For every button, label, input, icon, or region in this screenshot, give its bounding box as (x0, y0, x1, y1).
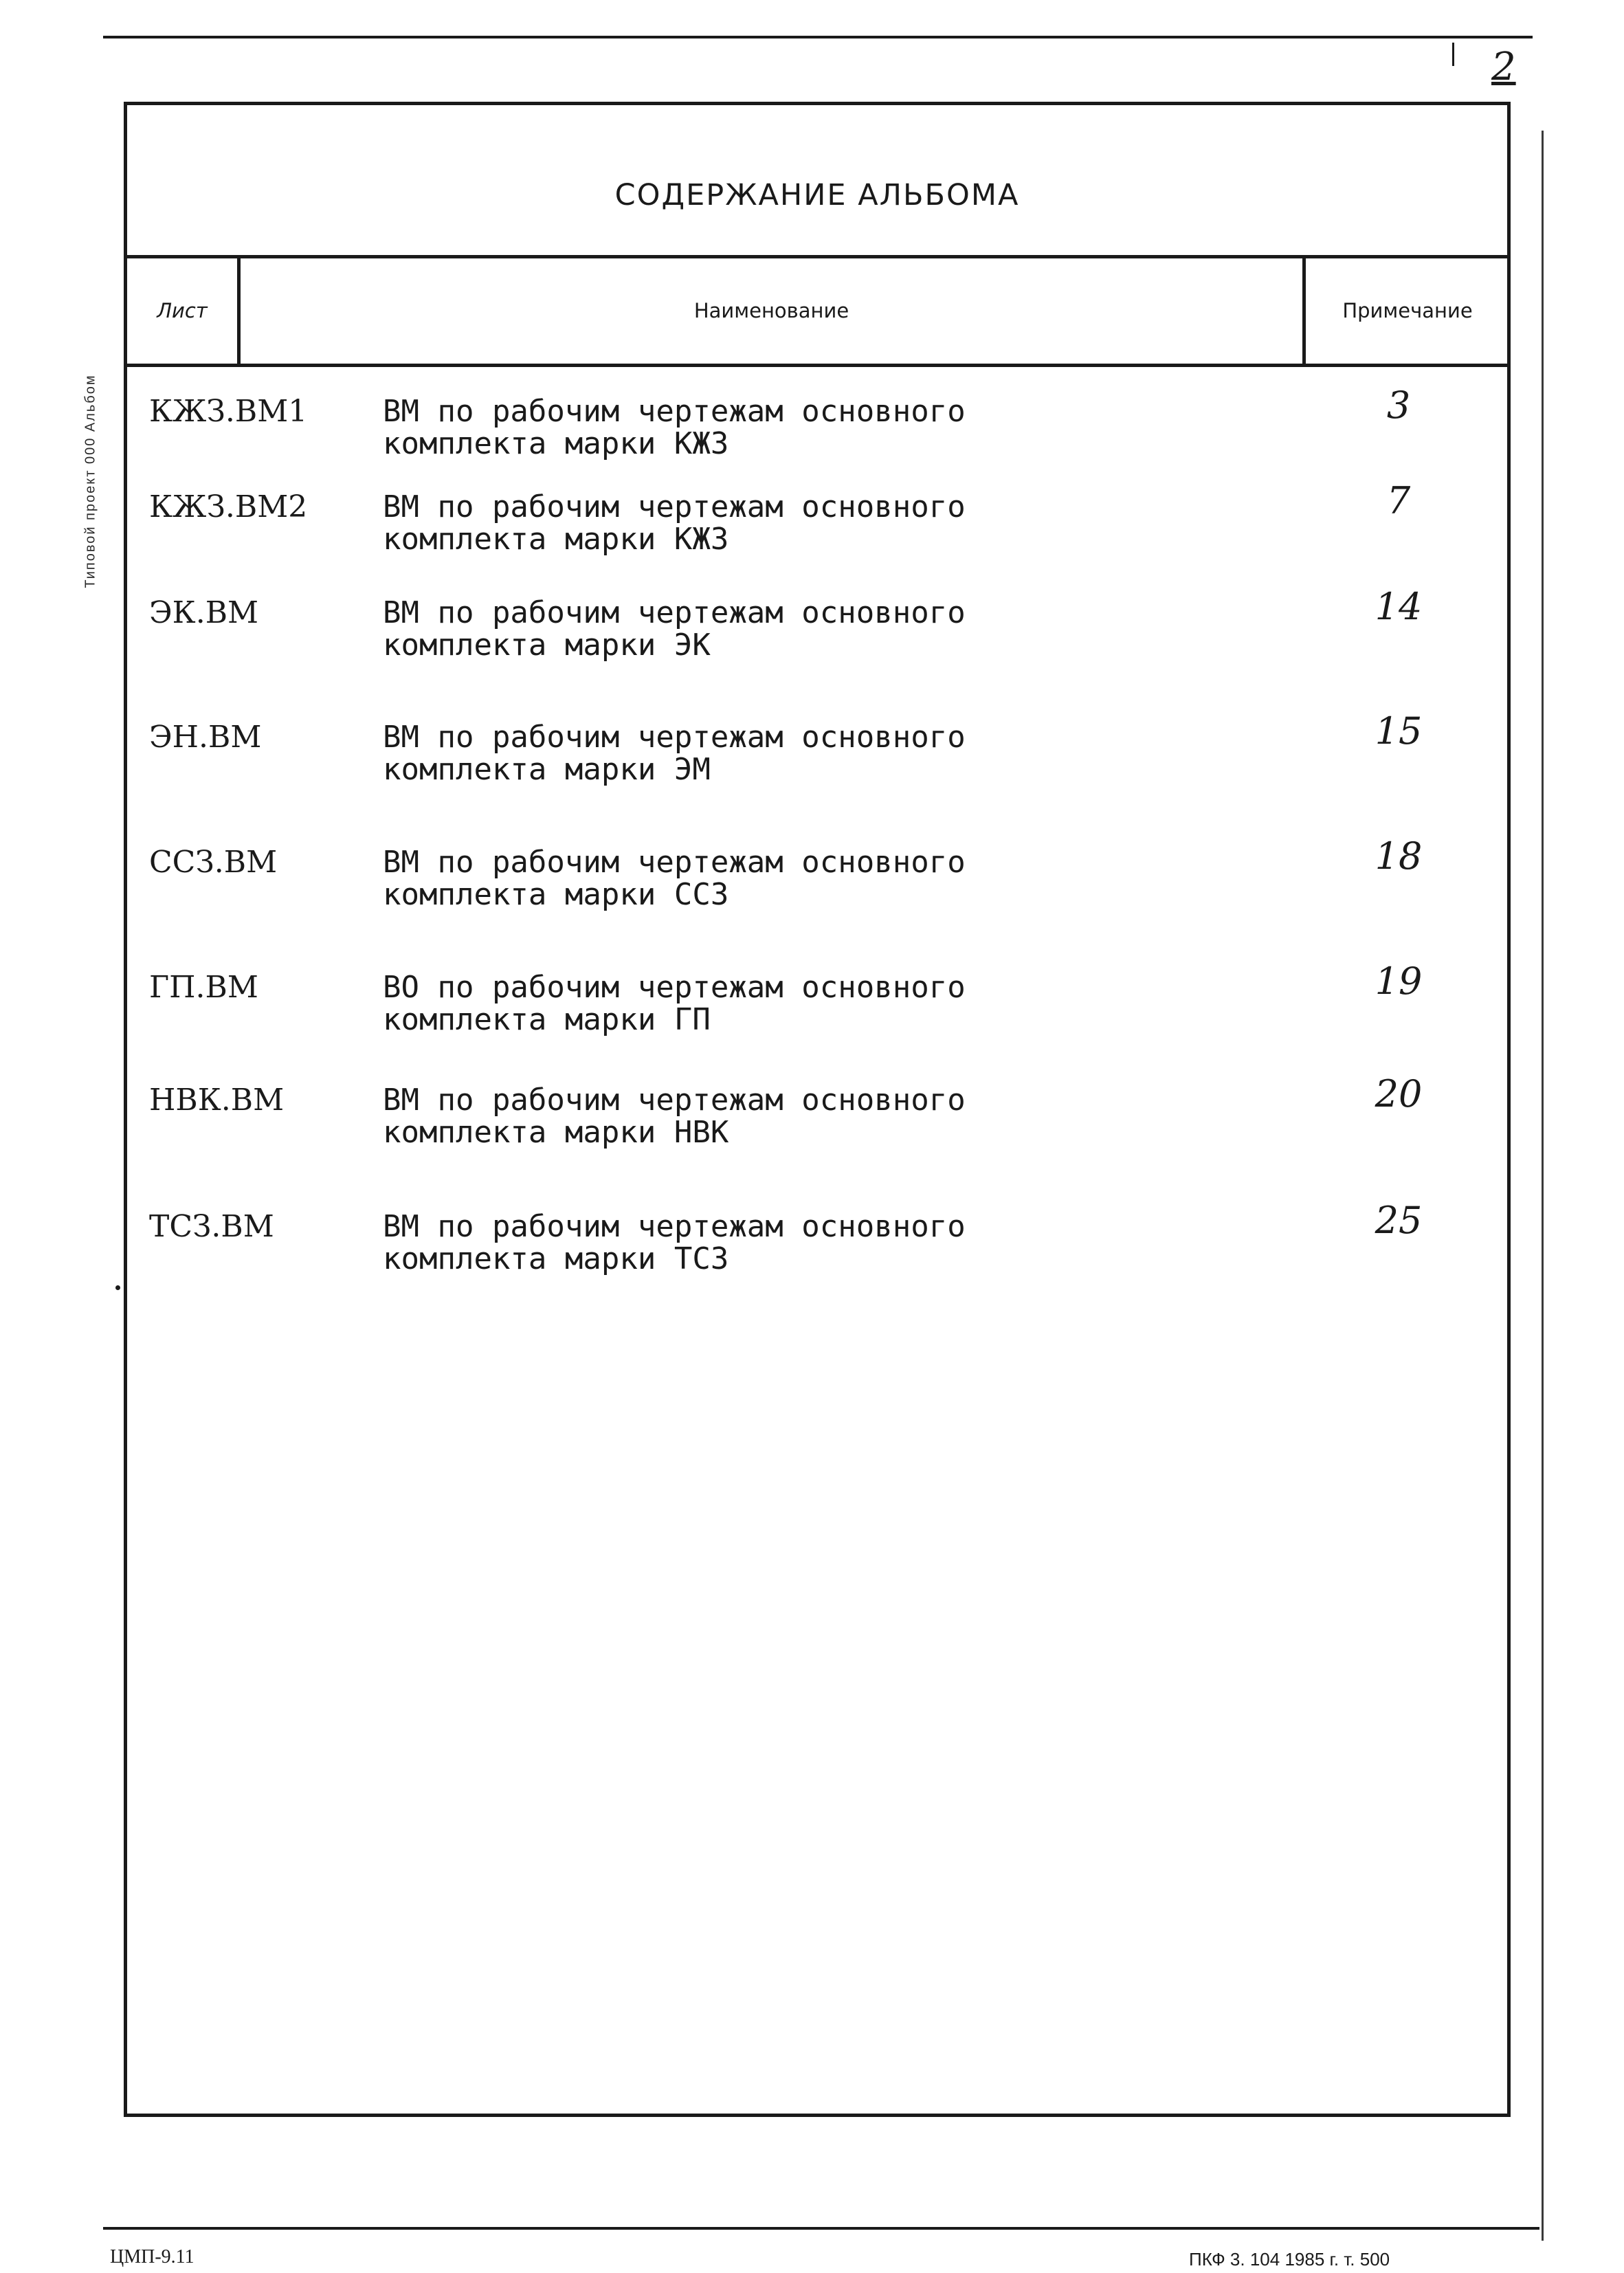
row-sheet-code: КЖЗ.ВМ1 (149, 394, 308, 429)
row-sheet-code: НВК.ВМ (149, 1083, 285, 1118)
row-title-line-2: комплекта марки КЖЗ (383, 426, 729, 461)
column-header-sheet: Лист (157, 299, 208, 322)
table-row (127, 709, 1507, 798)
row-title-line-1: ВМ по рабочим чертежам основного (383, 720, 966, 755)
column-header-note: Примечание (1342, 299, 1473, 322)
table-row (127, 384, 1507, 472)
row-title-line-2: комплекта марки НВК (383, 1115, 729, 1150)
top-tick-mark (1452, 43, 1454, 66)
row-title-line-1: ВМ по рабочим чертежам основного (383, 1083, 966, 1118)
row-title-line-2: комплекта марки ГП (383, 1002, 711, 1037)
row-title-line-2: комплекта марки КЖЗ (383, 522, 729, 557)
row-title-line-2: комплекта марки ЭМ (383, 752, 711, 787)
row-note-page: 20 (1375, 1072, 1423, 1116)
table-row (127, 834, 1507, 923)
row-sheet-code: ТСЗ.ВМ (149, 1209, 274, 1244)
row-title-line-1: ВМ по рабочим чертежам основного (383, 845, 966, 880)
row-note-page: 15 (1375, 709, 1423, 753)
row-note-page: 3 (1386, 384, 1411, 427)
row-sheet-code: ЭК.ВМ (149, 595, 259, 630)
row-sheet-code: ЭН.ВМ (149, 720, 262, 755)
right-edge-rule (1542, 131, 1544, 2241)
table-row (127, 1199, 1507, 1287)
footer-left-code: ЦМП-9.11 (110, 2246, 194, 2268)
table-row (127, 585, 1507, 674)
row-note-page: 18 (1375, 834, 1423, 878)
top-rule (103, 36, 1533, 38)
footer-rule (103, 2227, 1539, 2230)
row-title-line-1: ВМ по рабочим чертежам основного (383, 394, 966, 429)
table-row (127, 479, 1507, 568)
row-note-page: 7 (1386, 479, 1411, 522)
row-note-page: 14 (1375, 585, 1423, 628)
row-title-line-1: ВО по рабочим чертежам основного (383, 970, 966, 1005)
contents-table-frame (124, 102, 1511, 2117)
row-note-page: 19 (1375, 960, 1423, 1003)
row-sheet-code: КЖЗ.ВМ2 (149, 489, 308, 524)
row-title-line-1: ВМ по рабочим чертежам основного (383, 1209, 966, 1244)
margin-dot (115, 1285, 120, 1290)
side-stamp: Типовой проект 000 Альбом (82, 374, 98, 588)
album-contents-title: СОДЕРЖАНИЕ АЛЬБОМА (614, 178, 1020, 212)
table-body (127, 105, 1507, 2114)
footer-print-info: ПКФ 3. 104 1985 г. т. 500 (1189, 2249, 1390, 2270)
row-title-line-2: комплекта марки ЭК (383, 628, 711, 663)
row-sheet-code: ГП.ВМ (149, 970, 258, 1005)
page-number: 2 (1491, 45, 1516, 89)
row-note-page: 25 (1375, 1199, 1423, 1242)
row-title-line-1: ВМ по рабочим чертежам основного (383, 595, 966, 630)
row-title-line-2: комплекта марки ТСЗ (383, 1241, 729, 1276)
row-title-line-1: ВМ по рабочим чертежам основного (383, 489, 966, 524)
row-sheet-code: ССЗ.ВМ (149, 845, 278, 880)
table-row (127, 960, 1507, 1048)
table-row (127, 1072, 1507, 1161)
row-title-line-2: комплекта марки ССЗ (383, 877, 729, 912)
column-header-name: Наименование (693, 299, 849, 322)
